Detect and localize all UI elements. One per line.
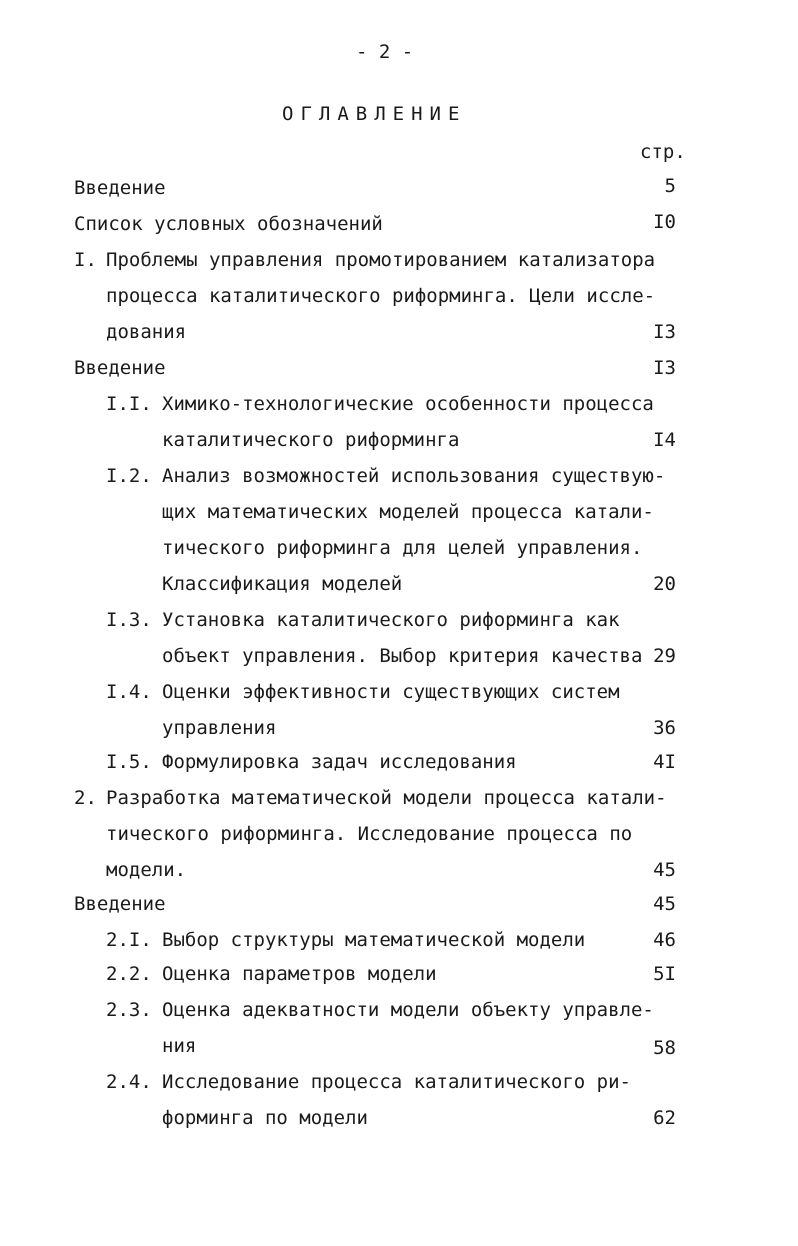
toc-entry-text: Введение bbox=[74, 893, 166, 915]
toc-entry-line: тического риформинга для целей управления. bbox=[162, 537, 643, 559]
toc-entry-line: Анализ возможностей использования существую- bbox=[162, 465, 666, 487]
toc-entry-line: Классификация моделей bbox=[162, 573, 403, 595]
toc-entry-line: Исследование процесса каталитического ри- bbox=[162, 1071, 631, 1093]
toc-entry-page: 45 bbox=[653, 893, 676, 915]
toc-entry-line: Установка каталитического риформинга как bbox=[162, 609, 620, 631]
toc-entry-number: I.I. bbox=[106, 393, 152, 415]
toc-entry-number: 2. bbox=[74, 787, 97, 809]
toc-entry-page: 20 bbox=[653, 573, 676, 595]
toc-entry-line: Выбор структуры математической модели bbox=[162, 929, 586, 951]
toc-entry-line: процесса каталитического риформинга. Цели иссле- bbox=[106, 285, 656, 307]
toc-entry-line: каталитического риформинга bbox=[162, 429, 460, 451]
toc-entry-text: Введение bbox=[74, 357, 166, 379]
toc-entry-number: 2.I. bbox=[106, 929, 152, 951]
toc-entry-line: Формулировка задач исследования bbox=[162, 751, 517, 773]
toc-entry-line: модели. bbox=[106, 859, 187, 881]
toc-entry-line: щих математических моделей процесса катали- bbox=[162, 501, 654, 523]
toc-entry-page: I4 bbox=[653, 429, 676, 451]
toc-entry-page: I3 bbox=[653, 357, 676, 379]
toc-entry-line: Химико-технологические особенности процесса bbox=[162, 393, 654, 415]
toc-entry-number: I. bbox=[74, 249, 97, 271]
toc-entry-page: 5I bbox=[653, 963, 676, 985]
toc-entry-page: 5 bbox=[664, 175, 676, 197]
toc-entry-page: 58 bbox=[653, 1037, 676, 1059]
toc-entry-number: I.2. bbox=[106, 465, 152, 487]
toc-entry-line: дования bbox=[106, 321, 187, 343]
toc-entry-number: I.5. bbox=[106, 751, 152, 773]
toc-entry-number: 2.2. bbox=[106, 963, 152, 985]
toc-entry-line: управления bbox=[162, 717, 277, 739]
toc-entry-number: 2.4. bbox=[106, 1071, 152, 1093]
toc-entry-page: I0 bbox=[653, 211, 676, 233]
toc-entry-page: 45 bbox=[653, 859, 676, 881]
toc-entry-line: ния bbox=[162, 1035, 197, 1057]
toc-entry-line: форминга по модели bbox=[162, 1107, 368, 1129]
toc-entry-text: Список условных обозначений bbox=[74, 213, 383, 235]
toc-entry-line: Оценка параметров модели bbox=[162, 963, 437, 985]
toc-title: ОГЛАВЛЕНИЕ bbox=[282, 103, 467, 125]
page-column-label: стр. bbox=[640, 141, 686, 163]
toc-entry-page: 4I bbox=[653, 751, 676, 773]
toc-entry-page: 46 bbox=[653, 929, 676, 951]
toc-entry-number: I.3. bbox=[106, 609, 152, 631]
toc-entry-text: Введение bbox=[74, 177, 166, 199]
toc-entry-number: 2.3. bbox=[106, 999, 152, 1021]
page-number: - 2 - bbox=[356, 41, 414, 63]
toc-entry-line: объект управления. Выбор критерия качества bbox=[162, 645, 643, 667]
toc-entry-line: Оценка адекватности модели объекту управле- bbox=[162, 999, 654, 1021]
toc-entry-page: 36 bbox=[653, 717, 676, 739]
toc-entry-page: I3 bbox=[653, 321, 676, 343]
toc-entry-page: 29 bbox=[653, 645, 676, 667]
toc-entry-line: тического риформинга. Исследование процесса по bbox=[106, 823, 633, 845]
toc-entry-number: I.4. bbox=[106, 681, 152, 703]
toc-entry-line: Разработка математической модели процесса катали- bbox=[106, 787, 667, 809]
toc-entry-line: Оценки эффективности существующих систем bbox=[162, 681, 620, 703]
toc-entry-line: Проблемы управления промотированием катализатора bbox=[106, 249, 656, 271]
toc-entry-page: 62 bbox=[653, 1107, 676, 1129]
